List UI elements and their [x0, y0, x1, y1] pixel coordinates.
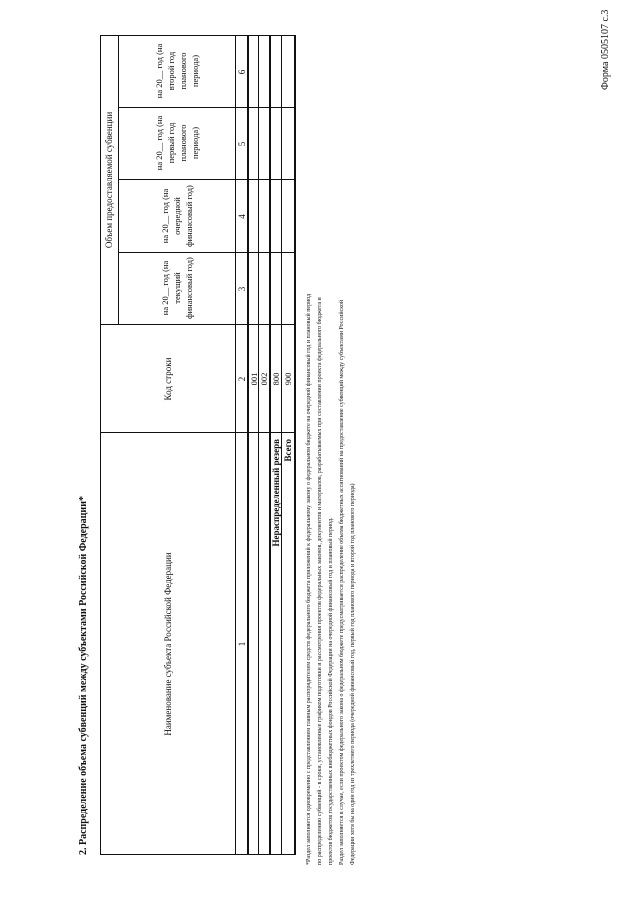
header-col3: на 20__ год (на текущий финансовый год) — [160, 257, 194, 319]
footnote-line-5: Федерации хотя бы на один год из трехлетнего периода (очередной финансовый год, первый год планового периода и второй год планового периода) — [350, 483, 356, 865]
row-002-name — [259, 433, 269, 855]
reserve-code: 800 — [271, 372, 281, 386]
footnote-line-3: проектов бюджетов государственных внебюджетных фондов Российской Федерации на очередной финансовый год и плановый период. — [328, 517, 334, 865]
footnote-line-4: Раздел заполняется в случае, если проектом федерального закона о федеральном бюджете предусматривается распределение объема бюджетных ассигнований на предоставление субвенций между субъектами Российской — [339, 299, 345, 865]
reserve-label: Нераспределенный резерв — [271, 439, 281, 547]
table-border-bottom — [294, 35, 296, 855]
row-001-name — [249, 433, 258, 855]
header-col4: на 20__ год (на очередной финансовый год) — [160, 185, 194, 247]
column-number-5: 5 — [236, 141, 247, 147]
header-code: Код строки — [162, 357, 173, 401]
footnote-line-1: *Раздел заполняется одновременно с представлением главным распорядителем средств федерального бюджета приложений к федеральному закону о федеральном бюджете на очередной финансовый год и плановый период — [306, 293, 312, 865]
column-number-1: 1 — [236, 641, 247, 647]
total-label: Всего — [283, 439, 293, 462]
row-001-code: 001 — [248, 372, 259, 386]
subvention-table — [100, 35, 295, 855]
col-divider-3 — [118, 252, 296, 253]
column-number-4: 4 — [236, 214, 247, 219]
column-number-6: 6 — [236, 69, 247, 75]
section-title: 2. Распределение объема субвенций между субъектами Российской Федерации* — [78, 496, 89, 855]
total-code: 900 — [283, 372, 293, 386]
col-divider-5 — [118, 107, 296, 108]
column-number-2: 2 — [236, 376, 247, 382]
column-number-3: 3 — [236, 286, 247, 292]
footnotes — [304, 30, 359, 865]
table-border-right — [100, 35, 296, 36]
footnote-line-2: по распределению субвенций - в сроки, установленные графиком подготовки и рассмотрения проектов федеральных законов, документов и материалов, разрабатываемых при составлении проекта федерального бюджета и — [317, 297, 323, 865]
header-name: Наименование субъекта Российской Федерации — [162, 552, 173, 736]
header-col5: на 20__ год (на первый год планового периода) — [154, 115, 200, 171]
col-divider-4 — [118, 179, 296, 180]
form-code: Форма 0505107 с.3 — [600, 9, 611, 90]
header-volume: Объем предоставляемой субвенции — [104, 111, 114, 249]
row-002-code: 002 — [259, 372, 269, 386]
header-col6: на 20__ год (на второй год планового периода) — [154, 43, 200, 99]
